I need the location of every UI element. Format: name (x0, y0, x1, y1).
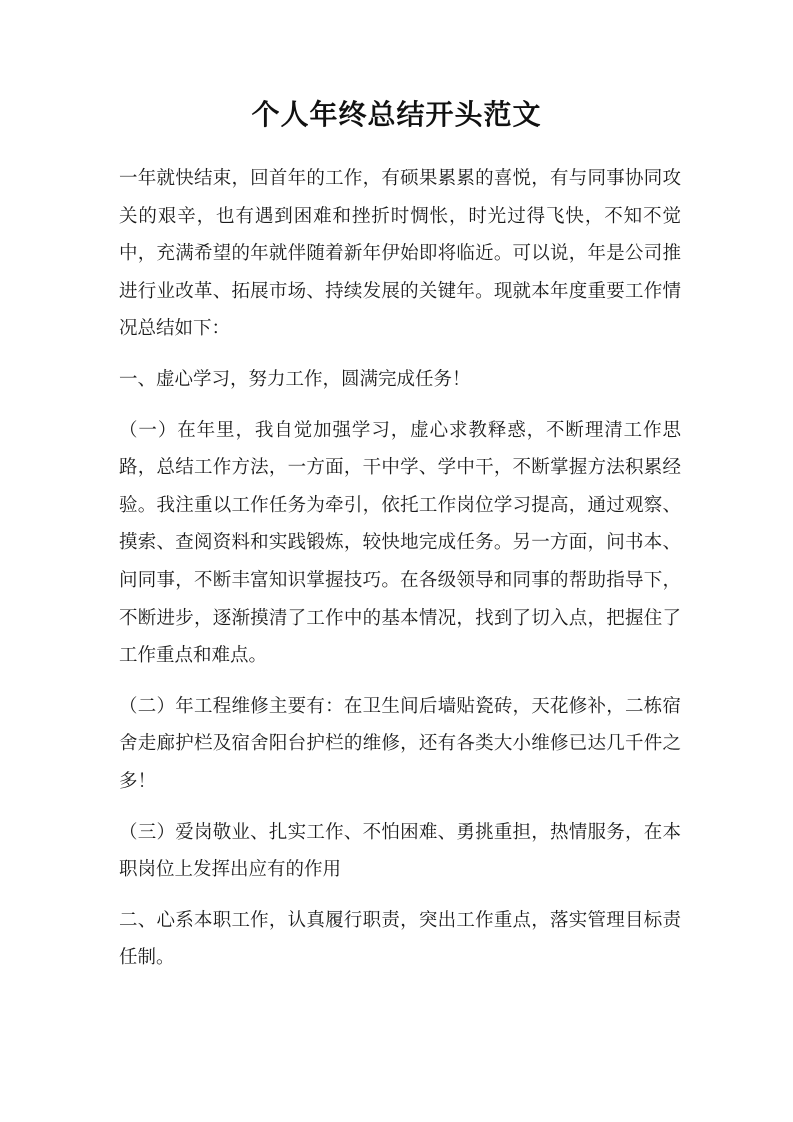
document-body (119, 160, 681, 990)
section-heading-2: 二、心系本职工作，认真履行职责，突出工作重点，落实管理目标责任制。 (119, 909, 681, 969)
document-title: 个人年终总结开头范文 (251, 98, 542, 131)
subsection-paragraph-1: （一）在年里，我自觉加强学习，虚心求教释惑，不断理清工作思路，总结工作方法，一方面，干中学、学中干，不断掌握方法积累经验。我注重以工作任务为牵引，依托工作岗位学习提高，通过观察、摸索、查阅资料和实践锻炼，较快地完成任务。另一方面，问书本、问同事，不断丰富知识掌握技巧。在各级领导和同事的帮助指导下，不断进步，逐渐摸清了工作中的基本情况，找到了切入点，把握住了工作重点和难点。 (119, 419, 681, 667)
subsection-paragraph-2: （二）年工程维修主要有：在卫生间后墙贴瓷砖，天花修补，二栋宿舍走廊护栏及宿舍阳台护栏的维修，还有各类大小维修已达几千件之多！ (119, 695, 681, 792)
subsection-paragraph-3: （三）爱岗敬业、扎实工作、不怕困难、勇挑重担，热情服务，在本职岗位上发挥出应有的作用 (119, 821, 681, 881)
section-heading-1: 一、虚心学习，努力工作，圆满完成任务！ (119, 368, 471, 390)
intro-paragraph: 一年就快结束，回首年的工作，有硕果累累的喜悦，有与同事协同攻关的艰辛，也有遇到困难和挫折时惆怅，时光过得飞快，不知不觉中，充满希望的年就伴随着新年伊始即将临近。可以说，年是公司推进行业改革、拓展市场、持续发展的关键年。现就本年度重要工作情况总结如下： (119, 168, 681, 340)
